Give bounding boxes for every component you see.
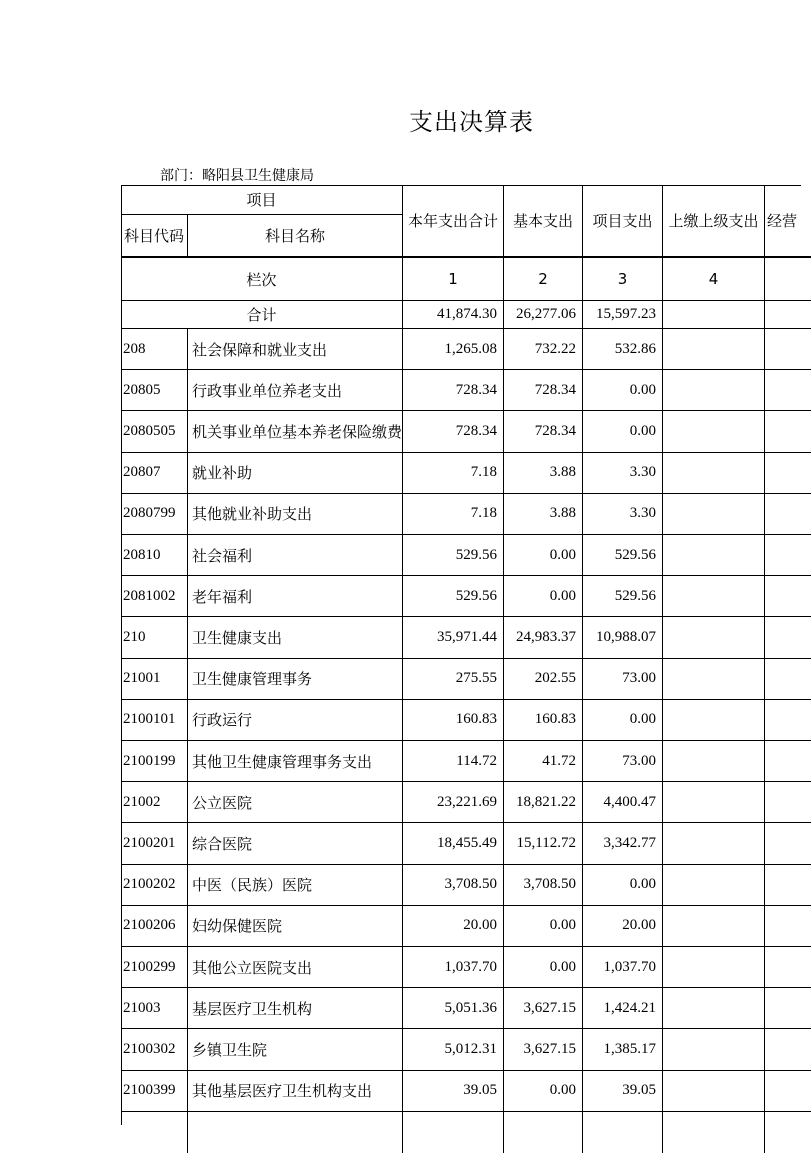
row-basic: 3.88 <box>504 453 583 494</box>
row-project: 0.00 <box>583 411 663 452</box>
header-operating: 经营 <box>765 185 811 258</box>
row-name: 老年福利 <box>188 576 403 617</box>
row-basic: 0.00 <box>504 576 583 617</box>
row-project <box>583 1112 663 1153</box>
row-upper <box>663 782 765 823</box>
row-total: 529.56 <box>403 535 504 576</box>
row-code: 2100206 <box>121 906 188 947</box>
row-name: 行政运行 <box>188 700 403 741</box>
row-project: 10,988.07 <box>583 617 663 658</box>
row-code: 2081002 <box>121 576 188 617</box>
sum-row-project: 15,597.23 <box>583 301 663 329</box>
row-upper <box>663 988 765 1029</box>
row-total: 20.00 <box>403 906 504 947</box>
row-project: 39.05 <box>583 1071 663 1112</box>
row-project: 3,342.77 <box>583 823 663 864</box>
column-index-5 <box>765 258 811 301</box>
row-basic: 202.55 <box>504 659 583 700</box>
row-name: 行政事业单位养老支出 <box>188 370 403 411</box>
row-name: 社会保障和就业支出 <box>188 329 403 370</box>
row-code: 21003 <box>121 988 188 1029</box>
row-upper <box>663 659 765 700</box>
row-name: 中医（民族）医院 <box>188 865 403 906</box>
row-name: 其他卫生健康管理事务支出 <box>188 741 403 782</box>
row-operating <box>765 494 811 535</box>
row-operating <box>765 370 811 411</box>
row-upper <box>663 700 765 741</box>
row-basic: 3,627.15 <box>504 1029 583 1070</box>
row-basic: 3.88 <box>504 494 583 535</box>
row-code: 21001 <box>121 659 188 700</box>
row-name: 基层医疗卫生机构 <box>188 988 403 1029</box>
header-basic: 基本支出 <box>504 185 583 258</box>
row-name: 就业补助 <box>188 453 403 494</box>
row-operating <box>765 411 811 452</box>
row-basic: 0.00 <box>504 535 583 576</box>
row-upper <box>663 823 765 864</box>
row-total: 114.72 <box>403 741 504 782</box>
row-code: 2100201 <box>121 823 188 864</box>
column-index-4: 4 <box>663 258 765 301</box>
row-name: 妇幼保健医院 <box>188 906 403 947</box>
column-index-label: 栏次 <box>121 258 403 301</box>
row-total <box>403 1112 504 1153</box>
row-upper <box>663 453 765 494</box>
row-basic: 15,112.72 <box>504 823 583 864</box>
row-code: 2100302 <box>121 1029 188 1070</box>
row-code: 20810 <box>121 535 188 576</box>
row-upper <box>663 741 765 782</box>
row-upper <box>663 329 765 370</box>
row-code: 208 <box>121 329 188 370</box>
row-upper <box>663 617 765 658</box>
row-name: 乡镇卫生院 <box>188 1029 403 1070</box>
row-operating <box>765 576 811 617</box>
row-name: 社会福利 <box>188 535 403 576</box>
row-name: 卫生健康管理事务 <box>188 659 403 700</box>
row-basic <box>504 1112 583 1153</box>
row-total: 529.56 <box>403 576 504 617</box>
row-code: 20805 <box>121 370 188 411</box>
header-project: 项目 <box>121 185 403 215</box>
row-operating <box>765 617 811 658</box>
row-upper <box>663 494 765 535</box>
row-basic: 3,708.50 <box>504 865 583 906</box>
row-project: 529.56 <box>583 576 663 617</box>
row-code: 21002 <box>121 782 188 823</box>
row-upper <box>663 865 765 906</box>
row-total: 18,455.49 <box>403 823 504 864</box>
row-upper <box>663 535 765 576</box>
row-basic: 0.00 <box>504 1071 583 1112</box>
expenditure-table <box>121 185 811 1125</box>
row-code <box>121 1112 188 1153</box>
row-upper <box>663 411 765 452</box>
header-code: 科目代码 <box>121 215 188 258</box>
row-code: 2080505 <box>121 411 188 452</box>
row-basic: 732.22 <box>504 329 583 370</box>
row-code: 2100199 <box>121 741 188 782</box>
column-index-2: 2 <box>504 258 583 301</box>
row-operating <box>765 659 811 700</box>
row-project: 0.00 <box>583 700 663 741</box>
header-project-expenditure: 项目支出 <box>583 185 663 258</box>
row-upper <box>663 1112 765 1153</box>
row-project: 0.00 <box>583 370 663 411</box>
row-operating <box>765 741 811 782</box>
row-upper <box>663 370 765 411</box>
row-project: 1,037.70 <box>583 947 663 988</box>
header-name: 科目名称 <box>188 215 403 258</box>
row-operating <box>765 1029 811 1070</box>
row-name: 其他基层医疗卫生机构支出 <box>188 1071 403 1112</box>
row-operating <box>765 947 811 988</box>
row-basic: 3,627.15 <box>504 988 583 1029</box>
row-basic: 0.00 <box>504 906 583 947</box>
row-code: 2100101 <box>121 700 188 741</box>
row-upper <box>663 947 765 988</box>
row-project: 1,424.21 <box>583 988 663 1029</box>
row-operating <box>765 700 811 741</box>
department-label: 部门：略阳县卫生健康局 <box>160 168 314 184</box>
row-code: 2100299 <box>121 947 188 988</box>
row-total: 39.05 <box>403 1071 504 1112</box>
row-total: 1,037.70 <box>403 947 504 988</box>
row-total: 23,221.69 <box>403 782 504 823</box>
row-code: 210 <box>121 617 188 658</box>
row-basic: 728.34 <box>504 370 583 411</box>
sum-row-label: 合计 <box>121 301 403 329</box>
row-operating <box>765 988 811 1029</box>
row-operating <box>765 1112 811 1153</box>
row-total: 728.34 <box>403 370 504 411</box>
row-operating <box>765 823 811 864</box>
row-total: 3,708.50 <box>403 865 504 906</box>
row-operating <box>765 782 811 823</box>
row-basic: 0.00 <box>504 947 583 988</box>
row-basic: 41.72 <box>504 741 583 782</box>
row-name: 其他公立医院支出 <box>188 947 403 988</box>
row-basic: 24,983.37 <box>504 617 583 658</box>
row-project: 529.56 <box>583 535 663 576</box>
row-project: 3.30 <box>583 494 663 535</box>
row-operating <box>765 906 811 947</box>
sum-row-operating <box>765 301 811 329</box>
row-operating <box>765 1071 811 1112</box>
row-operating <box>765 535 811 576</box>
row-name: 机关事业单位基本养老保险缴费 <box>188 411 403 452</box>
row-total: 5,012.31 <box>403 1029 504 1070</box>
row-basic: 728.34 <box>504 411 583 452</box>
row-total: 275.55 <box>403 659 504 700</box>
row-basic: 18,821.22 <box>504 782 583 823</box>
row-project: 73.00 <box>583 741 663 782</box>
header-upper-expenditure: 上缴上级支出 <box>663 185 765 258</box>
sum-row-total: 41,874.30 <box>403 301 504 329</box>
row-total: 7.18 <box>403 453 504 494</box>
row-total: 35,971.44 <box>403 617 504 658</box>
row-name: 公立医院 <box>188 782 403 823</box>
row-project: 532.86 <box>583 329 663 370</box>
row-upper <box>663 1071 765 1112</box>
row-operating <box>765 329 811 370</box>
row-total: 7.18 <box>403 494 504 535</box>
row-project: 73.00 <box>583 659 663 700</box>
row-name: 综合医院 <box>188 823 403 864</box>
row-code: 20807 <box>121 453 188 494</box>
row-total: 728.34 <box>403 411 504 452</box>
row-total: 1,265.08 <box>403 329 504 370</box>
row-total: 160.83 <box>403 700 504 741</box>
row-project: 20.00 <box>583 906 663 947</box>
sum-row-upper <box>663 301 765 329</box>
sum-row-basic: 26,277.06 <box>504 301 583 329</box>
column-index-3: 3 <box>583 258 663 301</box>
row-code: 2100202 <box>121 865 188 906</box>
row-project: 3.30 <box>583 453 663 494</box>
row-total: 5,051.36 <box>403 988 504 1029</box>
row-upper <box>663 1029 765 1070</box>
row-operating <box>765 865 811 906</box>
row-code: 2080799 <box>121 494 188 535</box>
row-name: 卫生健康支出 <box>188 617 403 658</box>
row-upper <box>663 906 765 947</box>
row-project: 1,385.17 <box>583 1029 663 1070</box>
row-project: 0.00 <box>583 865 663 906</box>
row-code: 2100399 <box>121 1071 188 1112</box>
row-operating <box>765 453 811 494</box>
row-name: 其他就业补助支出 <box>188 494 403 535</box>
page-title: 支出决算表 <box>409 108 534 136</box>
header-total: 本年支出合计 <box>403 185 504 258</box>
row-project: 4,400.47 <box>583 782 663 823</box>
column-index-1: 1 <box>403 258 504 301</box>
row-basic: 160.83 <box>504 700 583 741</box>
row-upper <box>663 576 765 617</box>
row-name <box>188 1112 403 1153</box>
